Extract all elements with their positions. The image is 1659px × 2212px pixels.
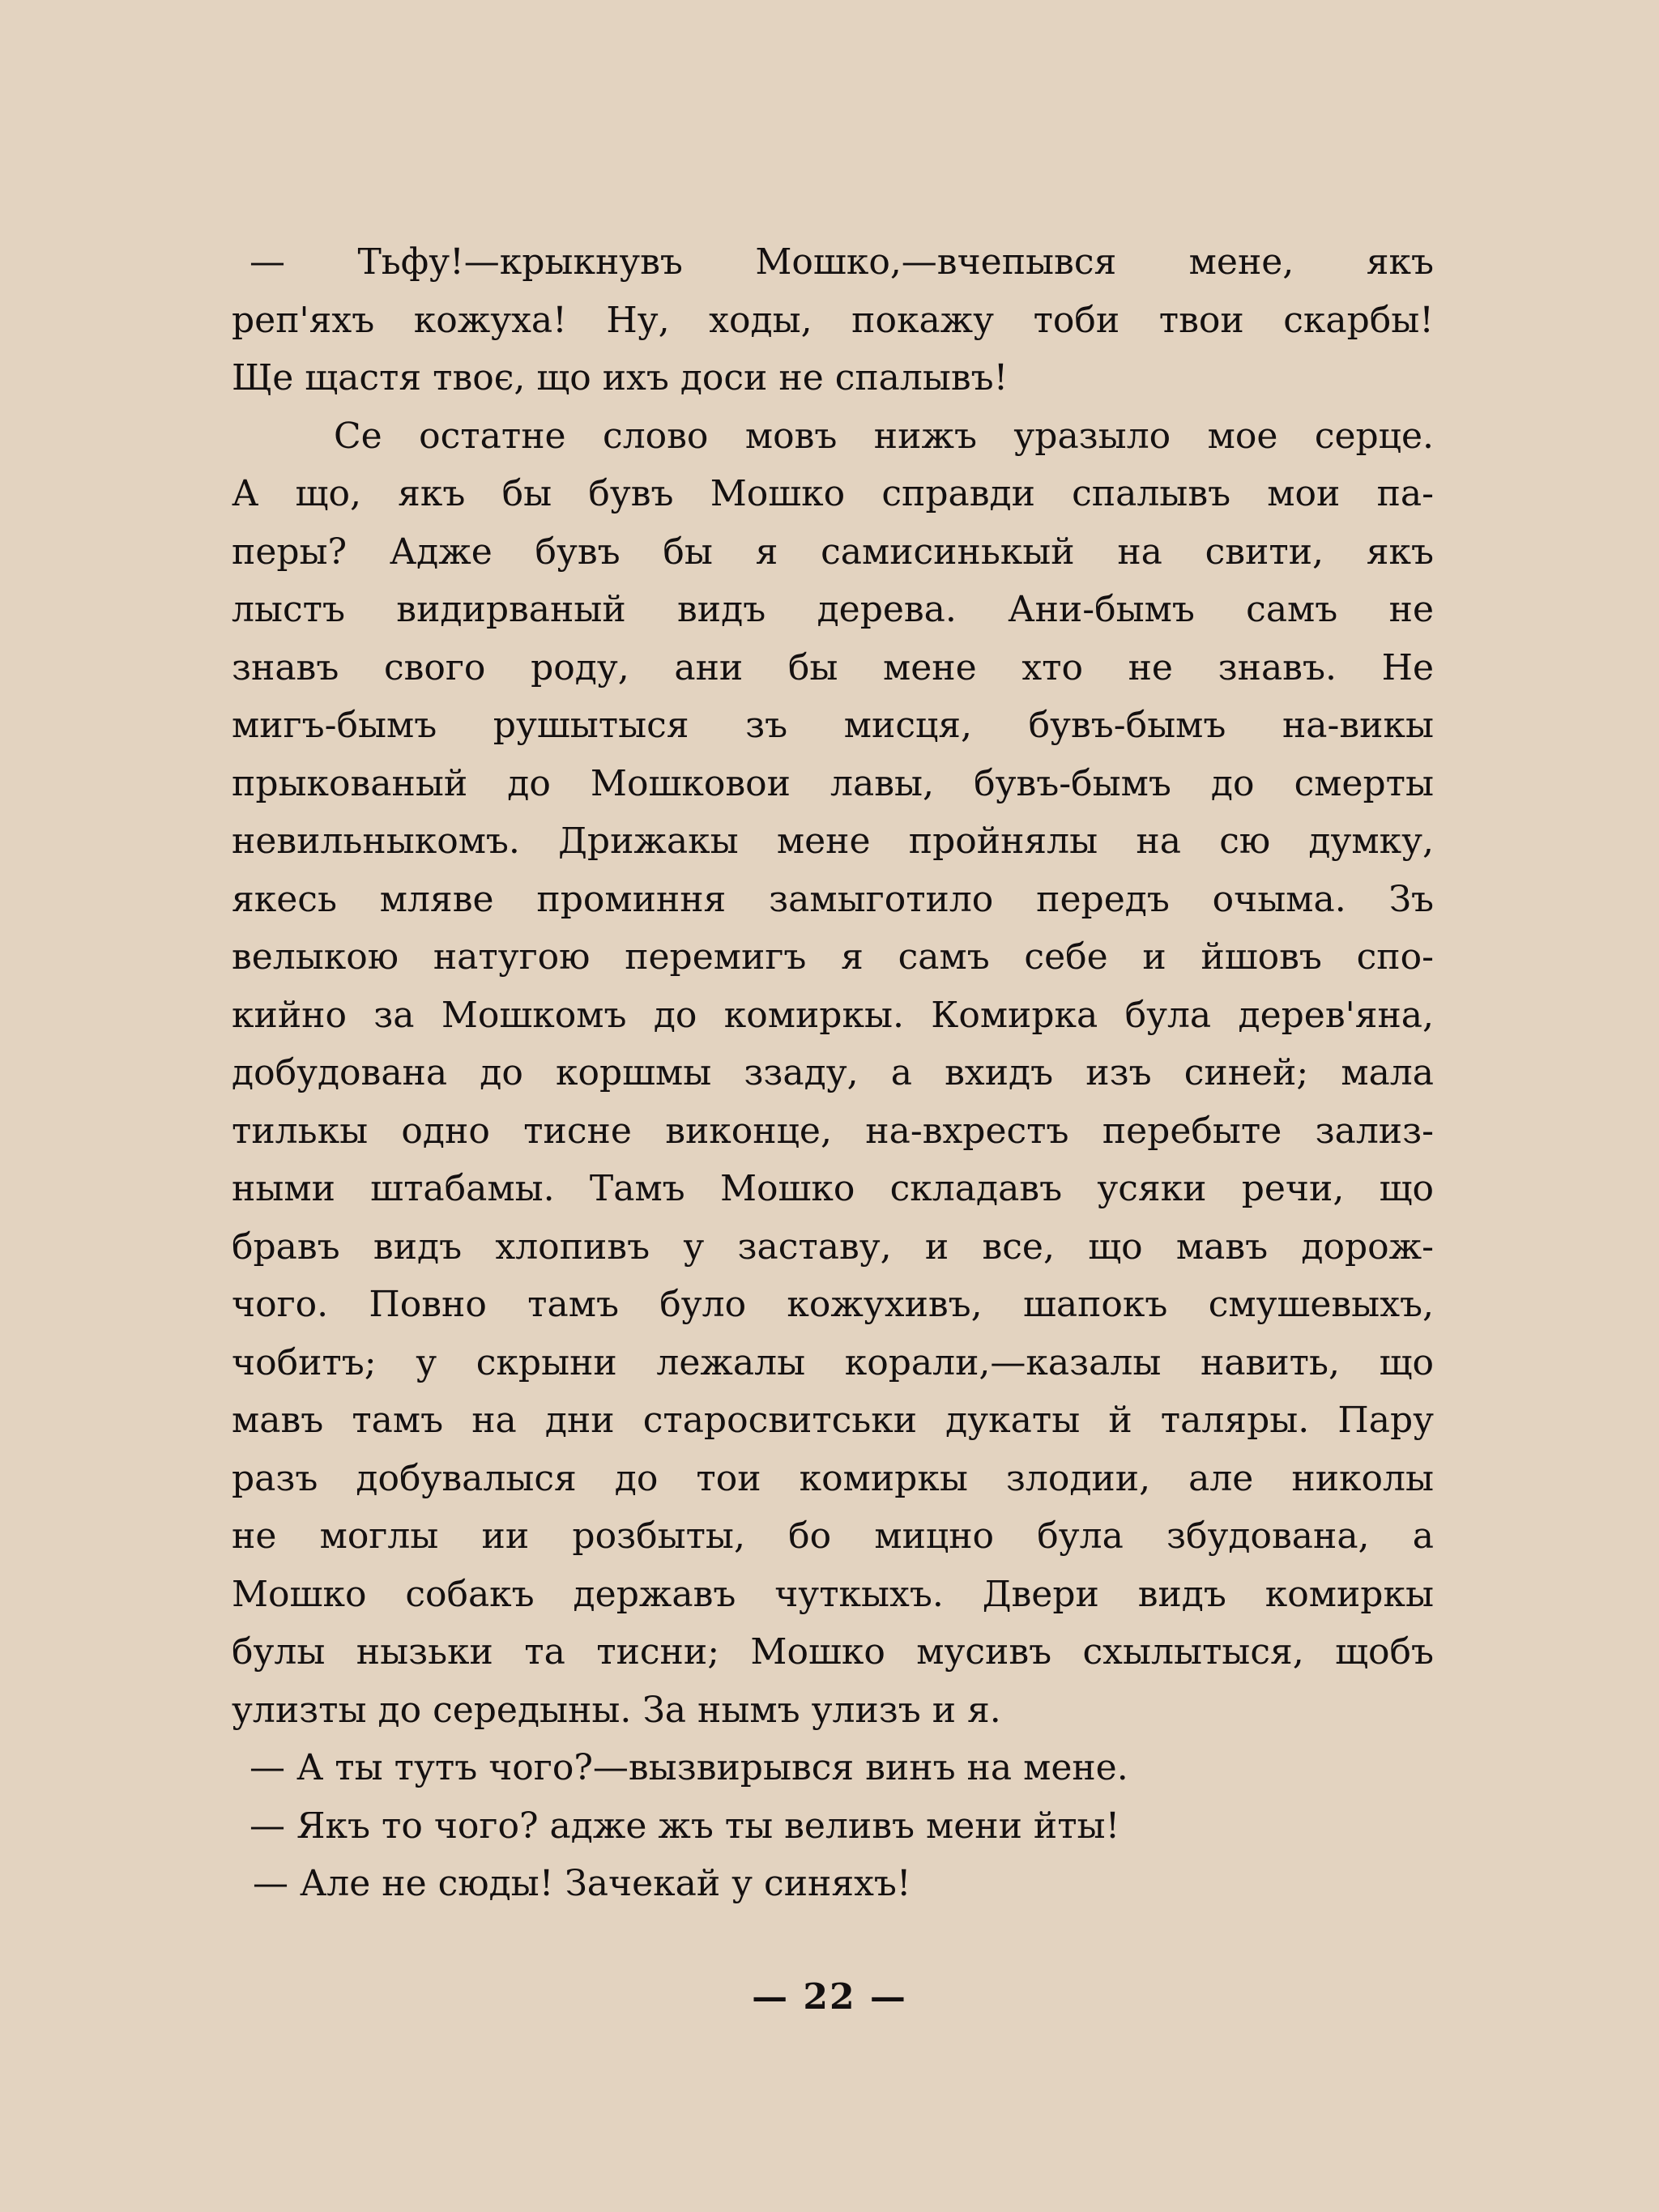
text-line: Се остатне слово мовъ нижъ уразыло мое серце. bbox=[334, 415, 1434, 457]
text-line: разъ добувалыся до тои комиркы злодии, але николы bbox=[232, 1457, 1434, 1499]
text-line: велыкою натугою перемигъ я самъ себе и йшовъ спо- bbox=[232, 936, 1434, 978]
text-line: реп'яхъ кожуха! Ну, ходы, покажу тоби твои скарбы! bbox=[232, 299, 1434, 341]
text-line: тилькы одно тисне виконце, на-вхрестъ перебыте зализ- bbox=[232, 1110, 1434, 1152]
text-line: чого. Повно тамъ було кожухивъ, шапокъ смушевыхъ, bbox=[232, 1284, 1434, 1325]
text-line: Мошко собакъ державъ чуткыхъ. Двери видъ комиркы bbox=[232, 1573, 1434, 1615]
text-line: добудована до коршмы ззаду, а вхидъ изъ синей; мала bbox=[232, 1052, 1434, 1093]
text-line: — Тьфу!—крыкнувъ Мошко,—вчепывся мене, якъ bbox=[249, 241, 1434, 283]
text-line: булы нызьки та тисни; Мошко мусивъ схылытыся, щобъ bbox=[232, 1631, 1434, 1673]
text-line: лыстъ видирваный видъ дерева. Ани-бымъ самъ не bbox=[232, 589, 1434, 630]
text-line: чобитъ; у скрыни лежалы корали,—казалы навить, що bbox=[232, 1341, 1434, 1383]
text-line: Ще щастя твоє, що ихъ доси не спалывъ! bbox=[232, 357, 1009, 399]
text-line: бравъ видъ хлопивъ у заставу, и все, що мавъ дорож- bbox=[232, 1225, 1434, 1268]
text-line: мигъ-бымъ рушытыся зъ мисця, бувъ-бымъ на-викы bbox=[232, 705, 1434, 746]
body-text bbox=[232, 233, 1434, 1913]
text-line: А що, якъ бы бувъ Мошко справди спалывъ мои па- bbox=[232, 473, 1434, 514]
text-line: перы? Адже бувъ бы я самисинькый на свити, якъ bbox=[232, 531, 1434, 573]
text-line: — А ты тутъ чого?—вызвирывся винъ на мене. bbox=[249, 1747, 1128, 1788]
text-line: не моглы ии розбыты, бо мицно була збудована, а bbox=[232, 1515, 1434, 1557]
text-line: ными штабамы. Тамъ Мошко складавъ усяки речи, що bbox=[232, 1168, 1434, 1209]
text-line: знавъ свого роду, ани бы мене хто не знавъ. Не bbox=[232, 646, 1434, 688]
text-line: невильныкомъ. Дрижакы мене пройнялы на сю думку, bbox=[232, 820, 1434, 862]
text-line: улизты до середыны. За нымъ улизъ и я. bbox=[232, 1689, 1001, 1731]
text-line: — Але не сюды! Зачекай у синяхъ! bbox=[253, 1863, 911, 1904]
text-line: мавъ тамъ на дни старосвитськи дукаты й таляры. Пару bbox=[232, 1400, 1434, 1441]
text-line: кийно за Мошкомъ до комиркы. Комирка була дерев'яна, bbox=[232, 994, 1434, 1036]
text-line: якесь мляве проминня замыготило передъ очыма. Зъ bbox=[232, 878, 1434, 920]
text-line: прыкованый до Мошковои лавы, бувъ-бымъ до смерты bbox=[232, 762, 1434, 804]
text-line: — Якъ то чого? адже жъ ты веливъ мени йты! bbox=[249, 1805, 1120, 1847]
page-number: — 22 — bbox=[752, 1976, 907, 2018]
